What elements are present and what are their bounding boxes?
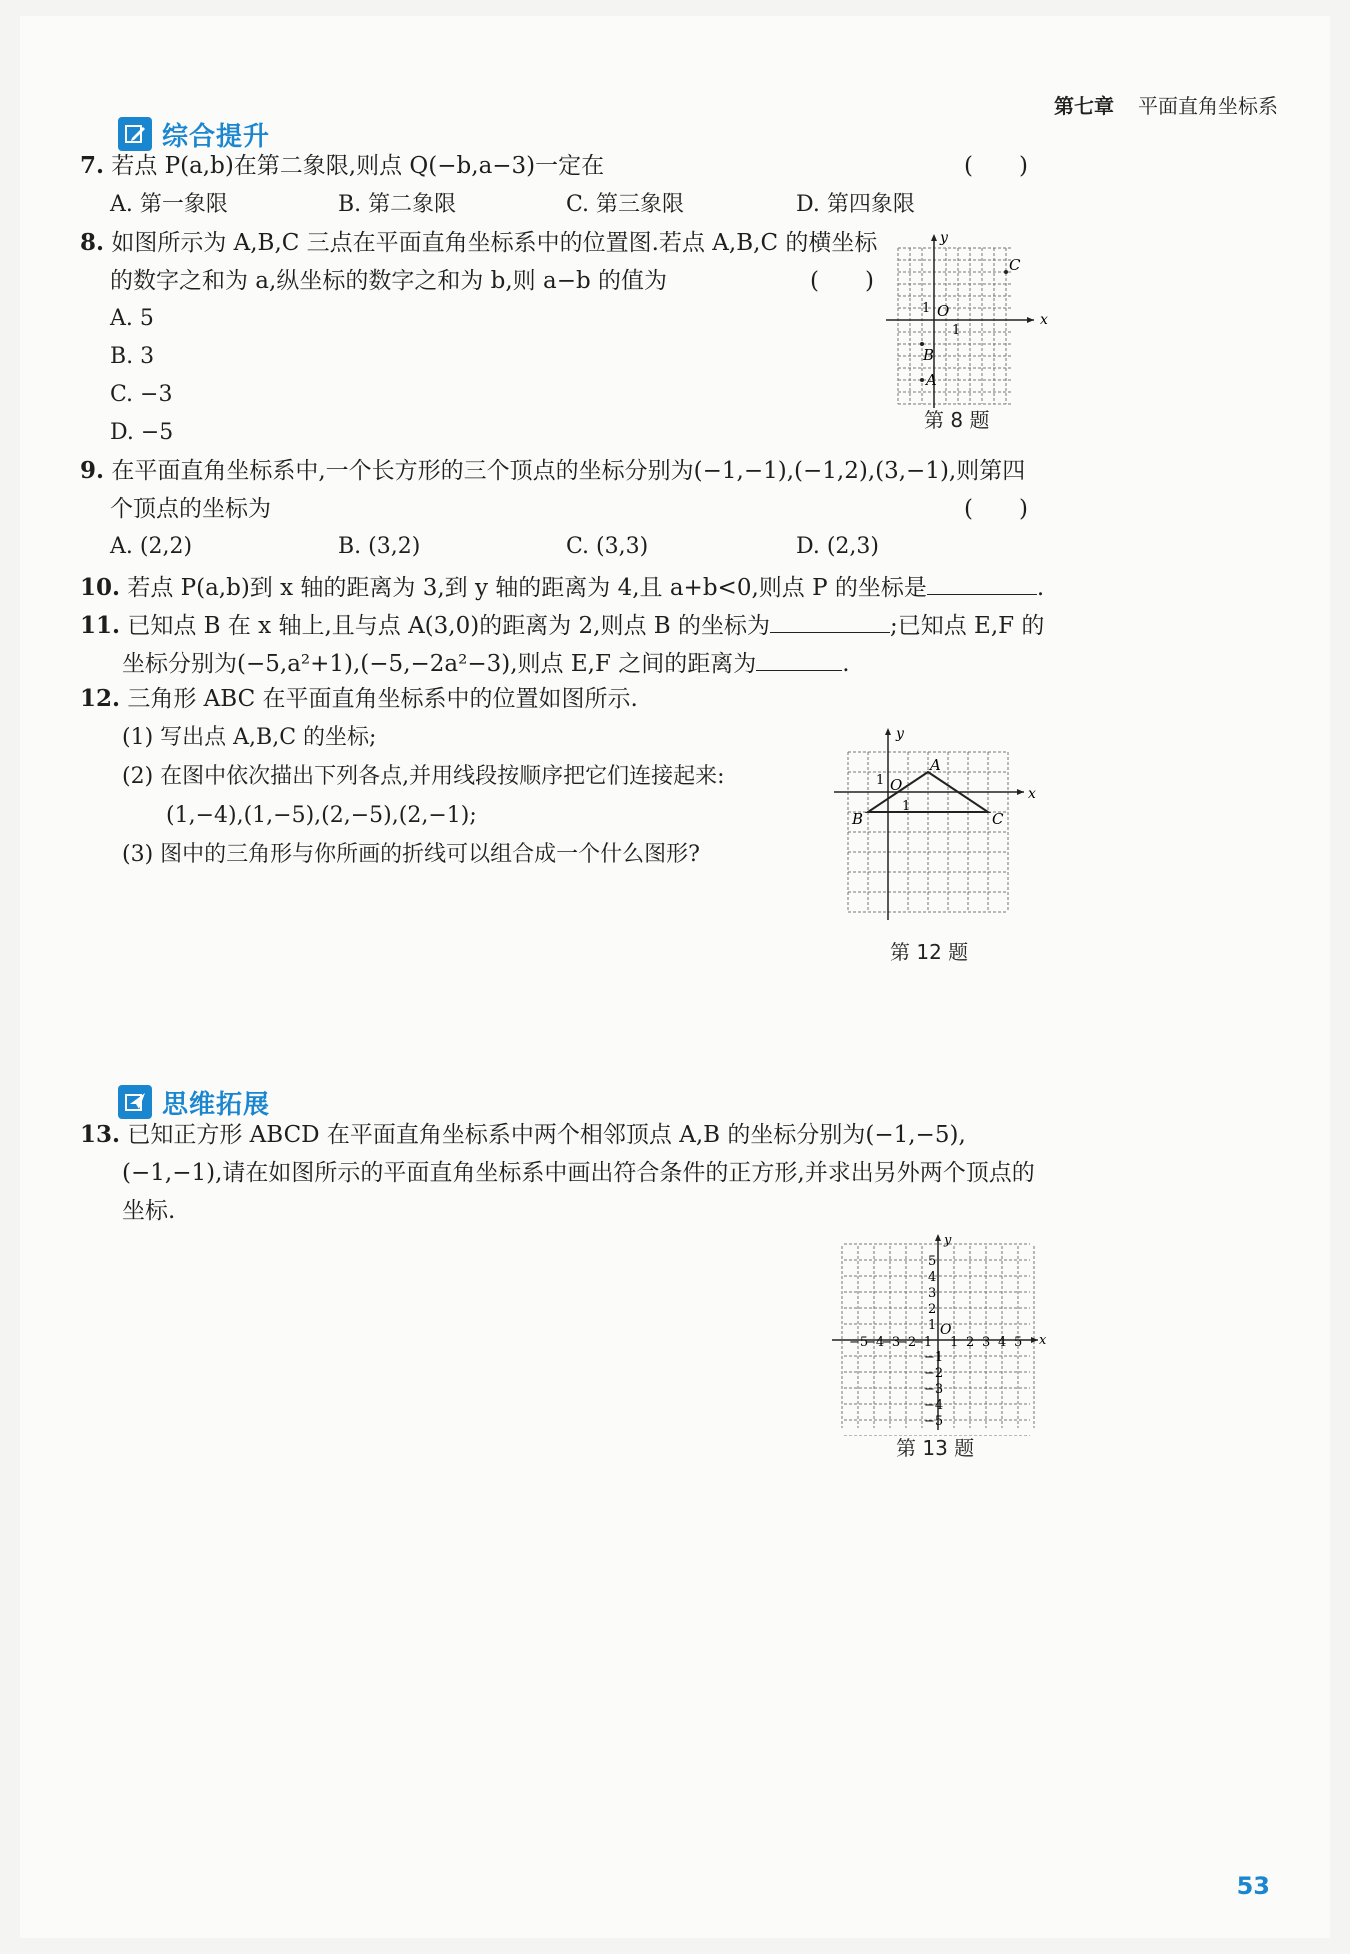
question-text-line1: 如图所示为 A,B,C 三点在平面直角坐标系中的位置图.若点 A,B,C 的横坐标 (111, 230, 878, 256)
chapter-label: 第七章 (1054, 94, 1114, 118)
x-tick-label: −2 (897, 1335, 917, 1350)
question-7 (80, 151, 604, 181)
question-number: 8. (80, 229, 105, 256)
question-end: . (1036, 575, 1045, 601)
x-tick-label: −5 (849, 1335, 869, 1350)
page-number: 53 (1236, 1872, 1270, 1900)
y-axis-label: y (940, 230, 948, 246)
question-text-line1: 在平面直角坐标系中,一个长方形的三个顶点的坐标分别为(−1,−1),(−1,2),(3,−1),则第四 (111, 458, 1026, 484)
question-11 (80, 608, 1044, 641)
answer-paren: ( ) (810, 268, 874, 294)
answer-paren: ( ) (964, 496, 1028, 522)
x-axis-label: x (1028, 786, 1036, 802)
option-b: B. (3,2) (338, 534, 421, 559)
point-a-label: A (926, 371, 937, 389)
option-a: A. 5 (110, 306, 154, 331)
x-tick-label: 5 (1014, 1335, 1023, 1350)
question-text: 若点 P(a,b)在第二象限,则点 Q(−b,a−3)一定在 (111, 153, 605, 179)
question-number: 9. (80, 457, 105, 484)
y-tick-label: −3 (924, 1382, 944, 1397)
y-unit-label: 1 (922, 301, 931, 316)
question-text-line2: 个顶点的坐标为 (110, 496, 271, 522)
question-number: 7. (80, 152, 105, 179)
option-d: D. −5 (110, 420, 174, 445)
point-c-label: C (1009, 256, 1021, 274)
y-tick-label: 4 (928, 1270, 937, 1285)
chapter-title: 平面直角坐标系 (1138, 94, 1278, 118)
x-axis-label: x (1039, 1333, 1047, 1348)
part-2-points: (1,−4),(1,−5),(2,−5),(2,−1); (166, 803, 477, 828)
question-text-part3: 坐标分别为(−5,a²+1),(−5,−2a²−3),则点 E,F 之间的距离为 (122, 651, 757, 677)
y-tick-label: −5 (924, 1414, 944, 1429)
page (20, 16, 1330, 1938)
question-text: 若点 P(a,b)到 x 轴的距离为 3,到 y 轴的距离为 4,且 a+b<0,则点 P 的坐标是 (127, 575, 927, 601)
question-8 (80, 228, 877, 258)
option-a: A. (2,2) (110, 534, 193, 559)
option-b: B. 第二象限 (338, 192, 457, 217)
point-c-label: C (992, 810, 1004, 828)
answer-paren: ( ) (964, 153, 1028, 179)
question-text-line1: 已知正方形 ABCD 在平面直角坐标系中两个相邻顶点 A,B 的坐标分别为(−1,−5), (127, 1122, 966, 1148)
origin-label: O (890, 776, 903, 794)
answer-blank-b[interactable] (770, 608, 890, 633)
answer-blank-ef[interactable] (756, 646, 842, 671)
y-unit-label: 1 (876, 773, 885, 788)
question-number: 10. (80, 574, 121, 601)
question-number: 13. (80, 1121, 121, 1148)
figure-13-caption: 第 13 题 (896, 1436, 975, 1460)
y-axis-label: y (944, 1233, 952, 1248)
point-c (1004, 270, 1008, 274)
pencil-icon (118, 117, 152, 151)
y-tick-label: −4 (924, 1398, 944, 1413)
question-number: 11. (80, 612, 121, 639)
y-axis-label: y (896, 726, 904, 742)
origin-label: O (937, 302, 950, 320)
y-tick-label: 2 (928, 1302, 937, 1317)
option-c: C. −3 (110, 382, 173, 407)
y-tick-label: 1 (928, 1318, 937, 1333)
x-unit-label: 1 (902, 799, 911, 814)
option-b: B. 3 (110, 344, 155, 369)
section-title: 思维拓展 (162, 1089, 271, 1120)
x-tick-label: 4 (998, 1335, 1007, 1350)
answer-blank[interactable] (927, 570, 1037, 595)
point-a-label: A (930, 756, 941, 774)
part-1: (1) 写出点 A,B,C 的坐标; (122, 725, 377, 750)
question-number: 12. (80, 685, 121, 712)
x-tick-label: −1 (913, 1335, 933, 1350)
figure-13-coordinate-grid (824, 1228, 1050, 1436)
question-text-line2: 的数字之和为 a,纵坐标的数字之和为 b,则 a−b 的值为 (110, 268, 668, 294)
question-11-line2 (122, 646, 850, 679)
question-13 (80, 1120, 966, 1150)
question-stem: 三角形 ABC 在平面直角坐标系中的位置如图所示. (127, 686, 638, 712)
point-b-label: B (923, 346, 935, 364)
part-3: (3) 图中的三角形与你所画的折线可以组合成一个什么图形? (122, 842, 700, 867)
figure-12-coordinate-grid (814, 720, 1044, 940)
section-title: 综合提升 (162, 121, 271, 152)
question-10 (80, 570, 1044, 603)
question-text-line3: 坐标. (122, 1198, 176, 1224)
y-tick-label: 3 (928, 1286, 937, 1301)
paper-plane-icon (118, 1085, 152, 1119)
part-2: (2) 在图中依次描出下列各点,并用线段按顺序把它们连接起来: (122, 764, 725, 789)
figure-8-caption: 第 8 题 (924, 408, 990, 432)
x-tick-label: 2 (966, 1335, 975, 1350)
x-axis-label: x (1040, 312, 1048, 328)
figure-8-coordinate-grid (882, 226, 1052, 426)
running-header (1054, 90, 1278, 119)
section-heading-extension (118, 1082, 270, 1122)
question-9 (80, 456, 1025, 486)
option-d: D. 第四象限 (796, 192, 915, 217)
origin-label: O (940, 1322, 952, 1338)
x-tick-label: −3 (881, 1335, 901, 1350)
x-unit-label: 1 (952, 323, 961, 338)
option-c: C. (3,3) (566, 534, 649, 559)
y-tick-label: 5 (928, 1254, 937, 1269)
figure-12-caption: 第 12 题 (890, 940, 969, 964)
question-text-line2: (−1,−1),请在如图所示的平面直角坐标系中画出符合条件的正方形,并求出另外两个顶点的 (122, 1160, 1035, 1186)
point-a (920, 378, 924, 382)
x-tick-label: 1 (950, 1335, 959, 1350)
x-tick-label: −4 (865, 1335, 885, 1350)
y-tick-label: −1 (924, 1350, 944, 1365)
question-12 (80, 684, 638, 714)
question-end: . (842, 651, 850, 677)
option-a: A. 第一象限 (110, 192, 228, 217)
question-text-part2: ;已知点 E,F 的 (889, 613, 1045, 639)
section-heading-comprehensive (118, 114, 270, 154)
x-tick-label: 3 (982, 1335, 991, 1350)
question-text-part1: 已知点 B 在 x 轴上,且与点 A(3,0)的距离为 2,则点 B 的坐标为 (127, 613, 770, 639)
point-b-label: B (852, 810, 864, 828)
y-tick-label: −2 (924, 1366, 944, 1381)
option-d: D. (2,3) (796, 534, 879, 559)
option-c: C. 第三象限 (566, 192, 685, 217)
